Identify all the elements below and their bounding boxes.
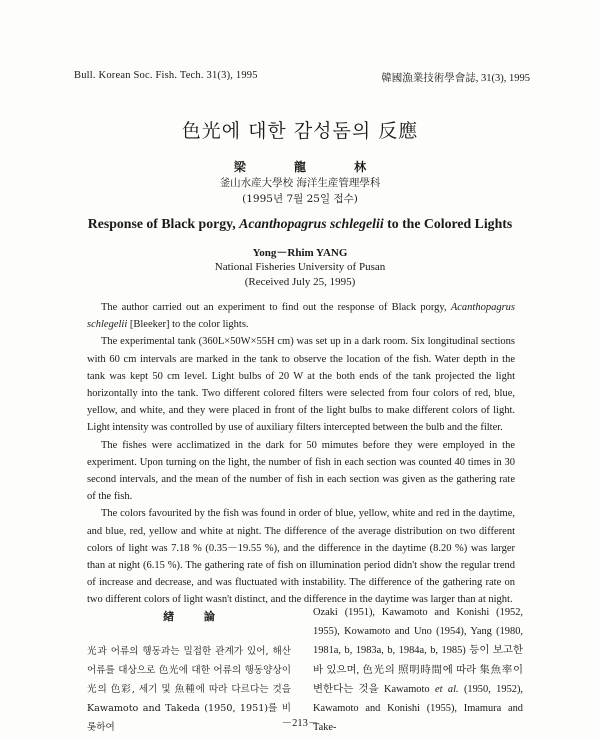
english-title-species: Acanthopagrus schlegelii: [239, 216, 384, 231]
korean-received-date: (1995년 7월 25일 접수): [242, 193, 358, 205]
abstract-paragraph-2: The experimental tank (360L×50W×55H cm) was set up in a dark room. Six longitudinal sections with 60 cm intervals are marked in the tank to observe the location of the fish. Water depth in the tank was kept 50 cm level. Light bulbs of 20 W at the both ends of the tank projected the light horizontally into the tank. Two different colored filters were selected from four colors of red, blue, yellow, and white, and they were placed in front of the light bulbs to make different colors of light. Light intensity was controlled by use of auxiliary filters intercepted between the bulb and the filter.: [87, 336, 515, 434]
abstract-paragraph-1: [87, 299, 515, 333]
abstract-species-name: Acanthopagrus schlegelii: [87, 302, 515, 331]
english-author: Yong－Rhim YANG: [252, 247, 348, 259]
korean-author: 梁 龍 林: [233, 160, 367, 174]
korean-title: 色光에 대한 감성돔의 反應: [181, 120, 419, 142]
journal-header-left: Bull. Korean Soc. Fish. Tech. 31(3), 1995: [74, 70, 258, 81]
abstract-paragraph-4: The colors favourited by the fish was found in order of blue, yellow, white and red in the daytime, and blue, red, yellow and white at night. The difference of the average distribution on two different colors of light was 7.18 % (0.35－19.55 %), and the difference in the daytime (8.20 %) was larger than at night (6.15 %). The gathering rate of fish on illumination period didn't show the regular trend of increase and decrease, and was fluctuated with instability. The difference of the gathering rate on two different colors of light wasn't distinct, and the difference in the daytime was larger than at night.: [87, 508, 515, 606]
introduction-heading: 緖 論: [163, 610, 215, 623]
english-title-suffix: to the Colored Lights: [383, 216, 513, 231]
abstract-paragraph-3: The fishes were acclimatized in the dark for 50 mimutes before they were employed in the experiment. Upon turning on the light, the number of fish in each section was counted 40 times in 30 second intervals, and the mean of the number of fish in each section was given as the gathering rate of the fish.: [87, 439, 515, 503]
english-received-date: (Received July 25, 1995): [244, 276, 356, 288]
page-number: －213－: [281, 718, 319, 729]
abstract-p1-text: The author carried out an experiment to find out the response of Black porgy,: [101, 302, 451, 313]
abstract-p1-tail: [Bleeker] to the color lights.: [127, 319, 249, 331]
journal-header-right: 韓國漁業技術學會誌, 31(3), 1995: [381, 73, 530, 84]
introduction-right-text: Ozaki (1951), Kawamoto and Konishi (1952, 1955), Kowamoto and Uno (1954), Yang (1980, 1981a, b, 1983a, b, 1984a, b, 1985) 등이 보고한 바 있으며, 色光의 照明時間에 따라 集魚率이 변한다는 것을 Kawamoto: [313, 607, 523, 695]
korean-affiliation: 釜山水産大學校 海洋生産管理學科: [219, 177, 381, 189]
english-title: [0, 216, 600, 232]
abstract: [87, 299, 515, 609]
introduction-left-text: 光과 어류의 행동과는 밀접한 관계가 있어, 해산어류를 대상으로 色光에 대한 어류의 행동양상이 光의 色彩, 세기 및 魚種에 따라 다르다는 것을 Kawamoto and Takeda (1950, 1951)를 비롯하여: [87, 646, 291, 733]
introduction-right-tail: (1950, 1952), Kawamoto and Konishi (1955), Imamura and Take-: [313, 683, 524, 734]
introduction-et-al: et al.: [434, 683, 459, 695]
english-affiliation: National Fisheries University of Pusan: [214, 261, 386, 273]
english-title-prefix: Response of Black porgy,: [87, 216, 240, 231]
